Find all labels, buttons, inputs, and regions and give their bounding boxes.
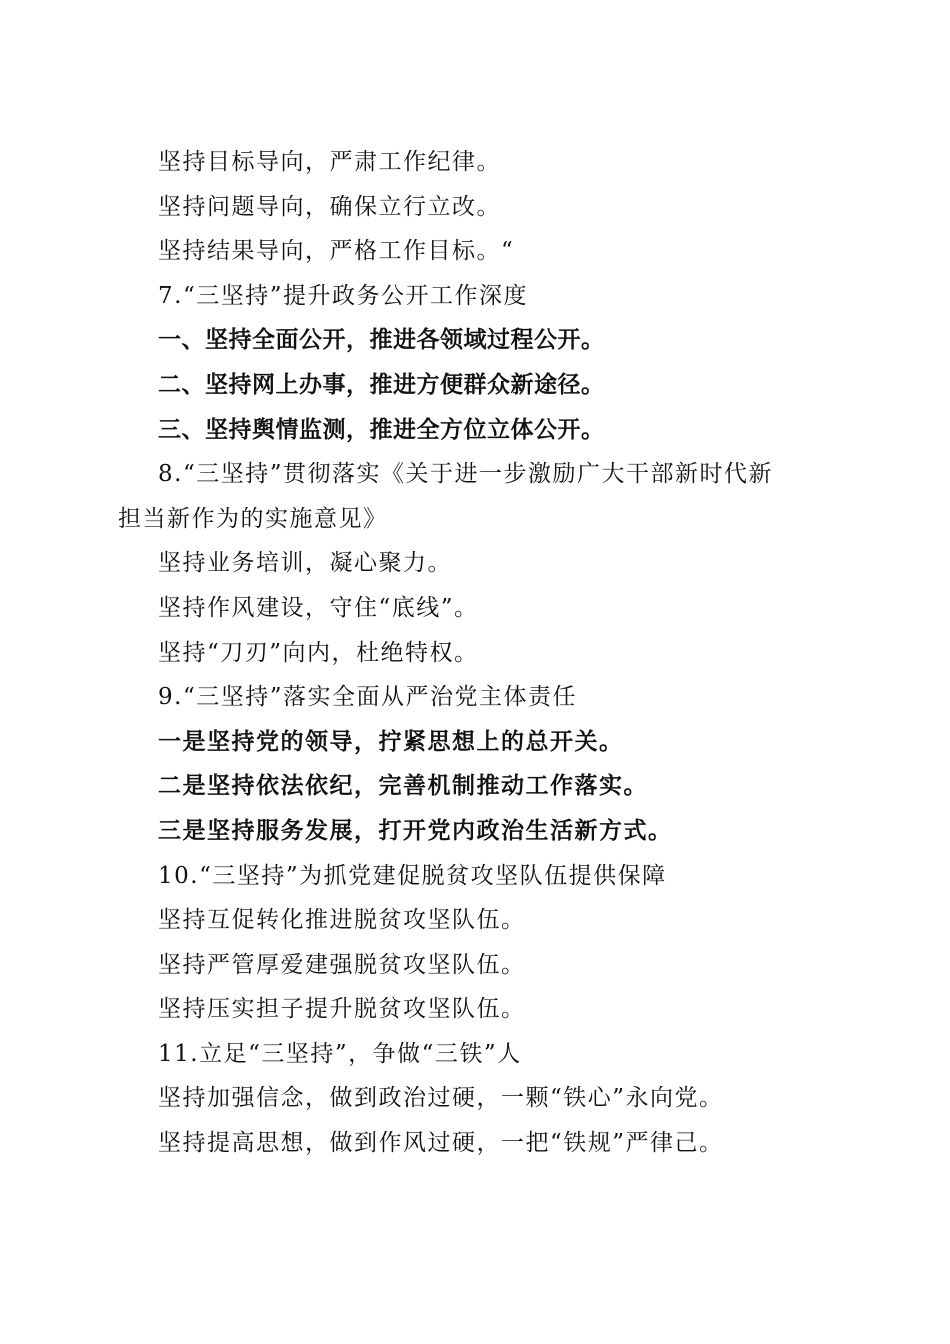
document-page [118,140,828,1166]
paragraph-line: 坚持压实担子提升脱贫攻坚队伍。 [158,996,526,1023]
paragraph-line: 坚持严管厚爱建强脱贫攻坚队伍。 [158,951,526,978]
paragraph-line: 9.“三坚持”落实全面从严治党主体责任 [158,684,577,711]
paragraph-line: 坚持提高思想，做到作风过硬，一把“铁规”严律己。 [158,1130,724,1157]
paragraph-line: 10.“三坚持”为抓党建促脱贫攻坚队伍提供保障 [158,862,667,889]
paragraph-line: 8.“三坚持”贯彻落实《关于进一步激励广大干部新时代新 [158,461,773,488]
paragraph-line: 三、坚持舆情监测，推进全方位立体公开。 [158,416,605,443]
paragraph-line: 担当新作为的实施意见》 [118,505,388,532]
paragraph-line: 二是坚持依法依纪，完善机制推动工作落实。 [158,772,648,800]
paragraph-line: 坚持互促转化推进脱贫攻坚队伍。 [158,907,526,934]
paragraph-line: 一、坚持全面公开，推进各领域过程公开。 [158,327,605,354]
paragraph-line: 坚持目标导向，严肃工作纪律。 [158,149,501,175]
paragraph-line: 坚持“刀刃”向内，杜绝特权。 [158,639,479,666]
paragraph-line: 坚持业务培训，凝心聚力。 [158,550,452,577]
paragraph-line: 坚持问题导向，确保立行立改。 [158,193,501,220]
paragraph-line: 三是坚持服务发展，打开党内政治生活新方式。 [158,816,673,844]
paragraph-line: 11.立足“三坚持”，争做“三铁”人 [158,1040,522,1067]
paragraph-line: 坚持加强信念，做到政治过硬，一颗“铁心”永向党。 [158,1085,724,1112]
paragraph-line: 坚持结果导向，严格工作目标。“ [158,238,515,265]
paragraph-line: 一是坚持党的领导，拧紧思想上的总开关。 [158,727,624,755]
paragraph-line: 7.“三坚持”提升政务公开工作深度 [158,282,528,309]
paragraph-line: 坚持作风建设，守住“底线”。 [158,594,479,621]
paragraph-line: 二、坚持网上办事，推进方便群众新途径。 [158,371,605,398]
